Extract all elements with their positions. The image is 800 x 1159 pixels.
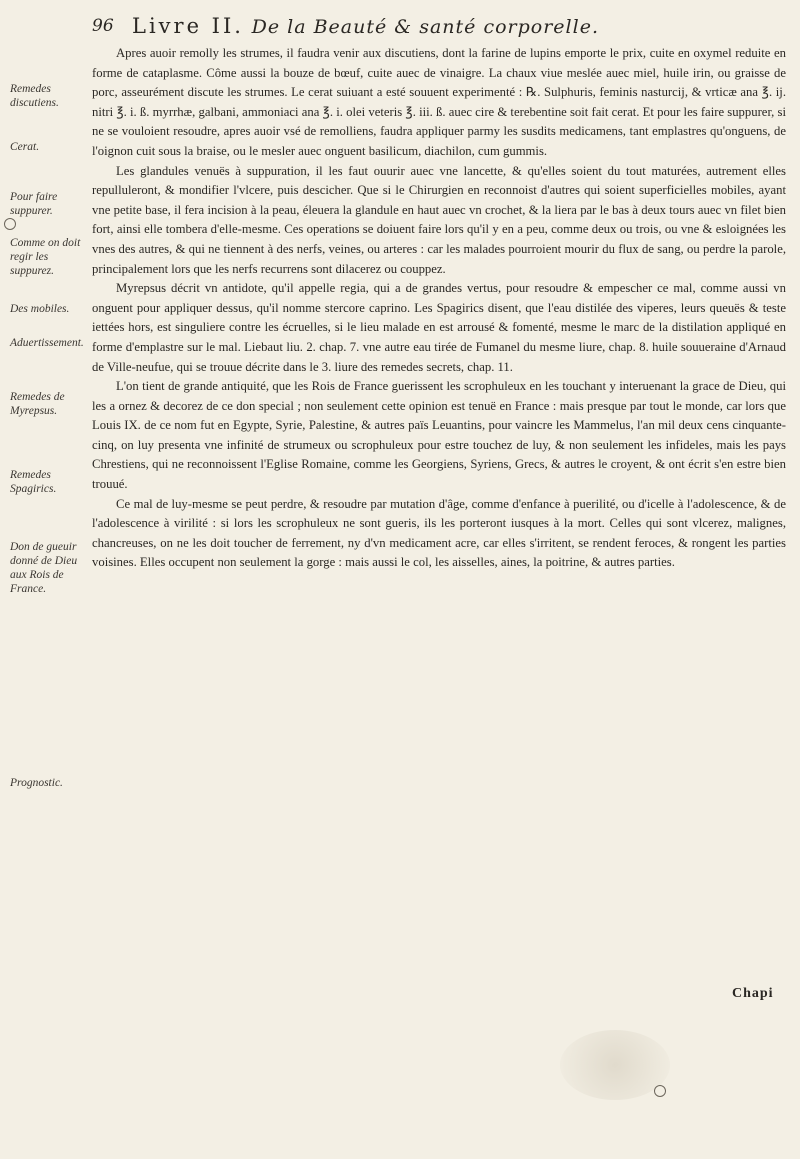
margin-note: Pour faire suppurer. [10, 191, 58, 217]
paragraph: L'on tient de grande antiquité, que les Rois de France guerissent les scrophuleux en les touchant y interuenant la grace de Dieu, qui les a ornez & decorez de ce don special ; non seulement cette opinion est tenuë en France : mais presque par tout le monde, car lors que Louis IX. de ce nom fut en Egypte, Syrie, Palestine, & autres païs Leuantins, pour vaincre les Mammelus, l'an mil deux cens cinquante-cinq, on luy presenta vne infinité de strumeux ou scrophuleux pour estre touchez de luy, & non seulement les infideles, mais les pays Chrestiens, qui ne reconnoissent l'Eglise Romaine, comme les Georgiens, Syriens, Grecs, & autres le croyent, & ont écrit s'en estre bien trouué. [92, 379, 786, 492]
margin-note: Don de gueuir donné de Dieu aux Rois de France. [10, 541, 78, 595]
paragraph: Myrepsus décrit vn antidote, qu'il appelle regia, qui a de grandes vertus, pour resoudre & empescher ce mal, comme aussi vn onguent pour appliquer dessus, qu'il nomme stercore caprino. Les Spagirics disent, que l'eau distilée des viperes, leurs queuës & teste iettées hors, est singuliere contre les écruelles, si le lieu malade en est arrousé & fomenté, mesme le marc de la distilation appliqué en forme d'emplastre sur le mal. Liebaut liu. 2. chap. 7. vne autre eau tirée de Fumanel du mesme liure, chap. 8. huile souueraine d'Arnaud de Ville-neufue, qui se trouue décrite dans le 3. liure des remedes secrets, chap. 11. [92, 281, 786, 374]
margin-note: Remedes discutiens. [10, 83, 59, 109]
binding-hole-mark [654, 1085, 666, 1097]
margin-note: Remedes de Myrepsus. [10, 391, 65, 417]
text-body [92, 44, 786, 573]
running-header [92, 14, 782, 44]
margin-note: Remedes Spagirics. [10, 469, 57, 495]
page-number: 96 [92, 16, 114, 36]
book-number: Livre II. [132, 14, 244, 38]
margin-note: Aduertissement. [10, 337, 84, 349]
paragraph: Les glandules venuës à suppuration, il les faut ouurir auec vne lancette, & qu'elles soient du tout maturées, autrement elles repulluleront, & mondifier l'vlcere, puis descicher. Que si le Chirurgien en reconnoist d'autres qui soient superficielles mobiles, ayant vne petite base, il fera incision à la peau, éleuera la glandule en haut auec vn crochet, & la liera par le bas à deux tours auec vn filet bien fort, ainsi elle tombera d'elle-mesme. Ces operations se doiuent faire lors qu'il y en a peu, comme deux ou trois, ou vne & esloignées les vnes des autres, & qui ne tiennent à des nerfs, veines, ou arteres : car les malades pourroient mourir du flux de sang, ou perdre la parole, principalement lors que les nerfs recurrens sont dilacerez ou couppez. [92, 163, 786, 276]
running-title: De la Beauté & santé corporelle. [251, 16, 599, 38]
margin-note: Comme on doit regir les suppurez. [10, 237, 81, 277]
paragraph: Ce mal de luy-mesme se peut perdre, & resoudre par mutation d'âge, comme d'enfance à puerilité, ou d'icelle à l'adolescence, & de l'adolescence à virilité : si lors les scrophuleux ne sont gueris, ils les porteront iusques à la mort. Celles qui sont vlcerez, malignes, chancreuses, on ne les doit toucher de ferrement, ny d'vn medicament acre, car elles s'irritent, se rendent feroces, & rongent les parties voisines. Elles occupent non seulement la gorge : mais aussi le col, les aisselles, aines, la poitrine, & autres parties. [92, 496, 786, 570]
catchword: Chapi [732, 986, 774, 1001]
binding-hole-mark [4, 218, 16, 230]
margin-note: Cerat. [10, 141, 40, 153]
paragraph: Apres auoir remolly les strumes, il faudra venir aux discutiens, dont la farine de lupins emporte le prix, cuite en oxymel reduite en forme de cataplasme. Côme aussi la bouze de bœuf, cuite auec de vinaigre. La chaux viue meslée auec miel, huile irin, ou graisse de porc, asseurément discute les strumes. Le cerat suiuant a esté souuent experimenté : ℞. Sulphuris, feminis nasturcij, & vrticæ ana ℥. ij. nitri ℥. i. ß. myrrhæ, galbani, ammoniaci ana ℥. i. olei veteris ℥. iii. ß. auec cire & terebentine soit fait cerat. Et pour les faire suppurer, si ne se vouloient resoudre, apres auoir vsé de remolliens, faudra appliquer parmy les susdits medicamens, tant emplastres qu'onguens, de l'oignon cuit sous la braise, ou le mesler auec onguent basilicum, diachilon, cum gummis. [92, 46, 786, 158]
margin-note: Prognostic. [10, 777, 63, 789]
margin-note: Des mobiles. [10, 303, 70, 315]
